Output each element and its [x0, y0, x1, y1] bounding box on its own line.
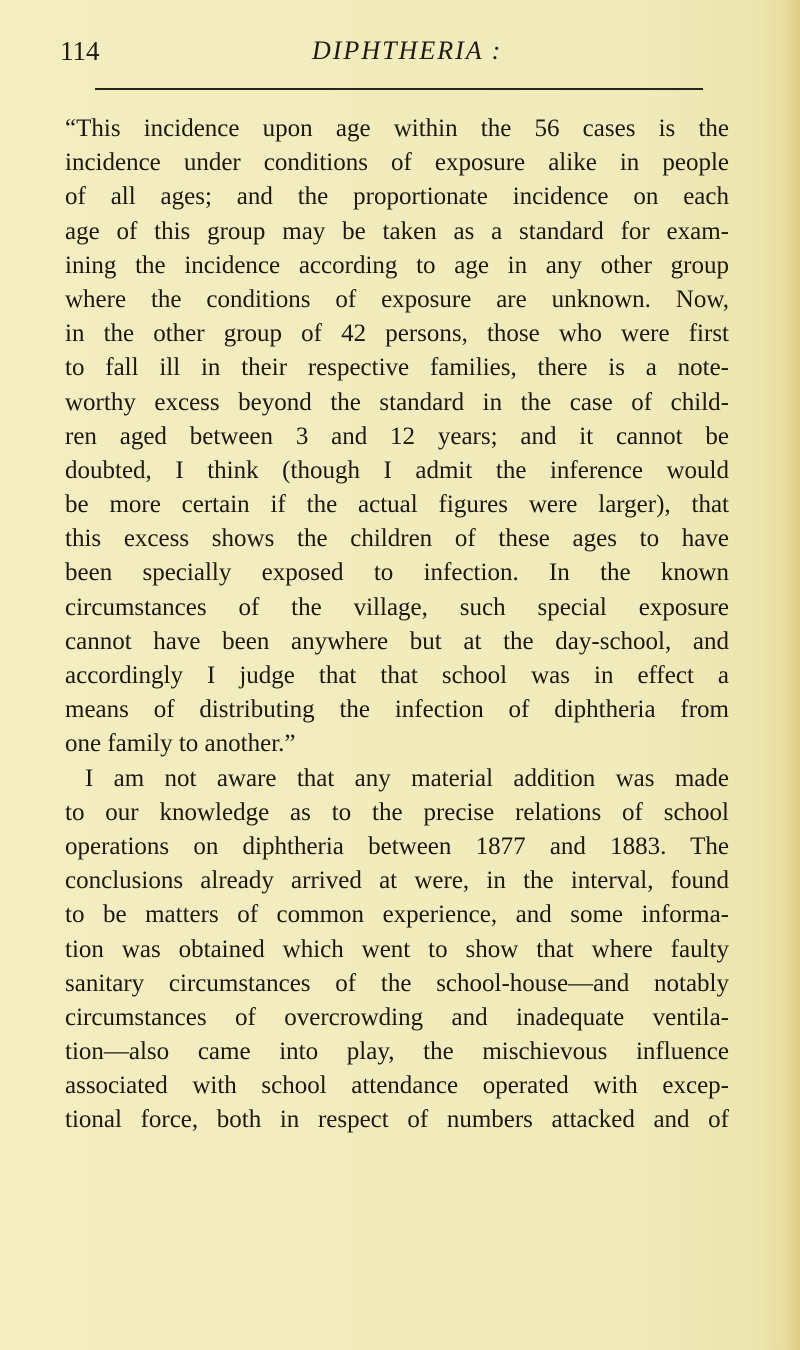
text-line: be more certain if the actual figures were larger), that: [65, 491, 729, 519]
text-line: worthy excess beyond the standard in the case of child-: [65, 388, 729, 416]
page-header: [0, 36, 800, 76]
text-line: associated with school attendance operated with excep-: [65, 1072, 729, 1100]
text-line: to be matters of common experience, and some informa-: [65, 901, 729, 929]
text-line: to our knowledge as to the precise relations of school: [65, 798, 729, 826]
text-line: ren aged between 3 and 12 years; and it cannot be: [65, 422, 729, 450]
text-line: age of this group may be taken as a standard for exam-: [65, 217, 729, 245]
page-number: 114: [60, 36, 100, 66]
text-line: incidence under conditions of exposure alike in people: [65, 149, 729, 177]
text-line: operations on diphtheria between 1877 and 1883. The: [65, 832, 729, 860]
text-line: to fall ill in their respective families, there is a note-: [65, 354, 729, 382]
header-rule: [95, 88, 703, 90]
text-line: accordingly I judge that that school was in effect a: [65, 662, 729, 689]
text-line: circumstances of overcrowding and inadequate ventila-: [65, 1003, 729, 1031]
text-line: circumstances of the village, such special exposure: [65, 593, 729, 621]
text-line: ining the incidence according to age in any other group: [65, 251, 729, 279]
text-line: in the other group of 42 persons, those who were first: [65, 320, 729, 348]
text-line: where the conditions of exposure are unknown. Now,: [65, 285, 729, 313]
text-line: means of distributing the infection of diphtheria from: [65, 696, 729, 724]
text-line: been specially exposed to infection. In the known: [65, 559, 729, 587]
text-line: tion—also came into play, the mischievous influence: [65, 1038, 729, 1066]
text-line: cannot have been anywhere but at the day-school, and: [65, 627, 729, 655]
text-line: of all ages; and the proportionate incidence on each: [65, 183, 729, 211]
text-line: one family to another.”: [65, 730, 296, 758]
text-line: conclusions already arrived at were, in the interval, found: [65, 867, 729, 895]
text-line: doubted, I think (though I admit the inference would: [65, 456, 729, 484]
body-text: [65, 112, 729, 1138]
text-line: “This incidence upon age within the 56 cases is the: [65, 115, 729, 142]
text-line: this excess shows the children of these ages to have: [65, 525, 729, 553]
running-head: DIPHTHERIA :: [312, 36, 503, 65]
text-line: sanitary circumstances of the school-house—and notably: [65, 969, 729, 997]
text-line: I am not aware that any material addition was made: [85, 764, 729, 792]
text-line: tion was obtained which went to show that where faulty: [65, 935, 729, 963]
page-edge-shadow: [786, 0, 800, 1350]
text-line: tional force, both in respect of numbers attacked and of: [65, 1106, 729, 1134]
